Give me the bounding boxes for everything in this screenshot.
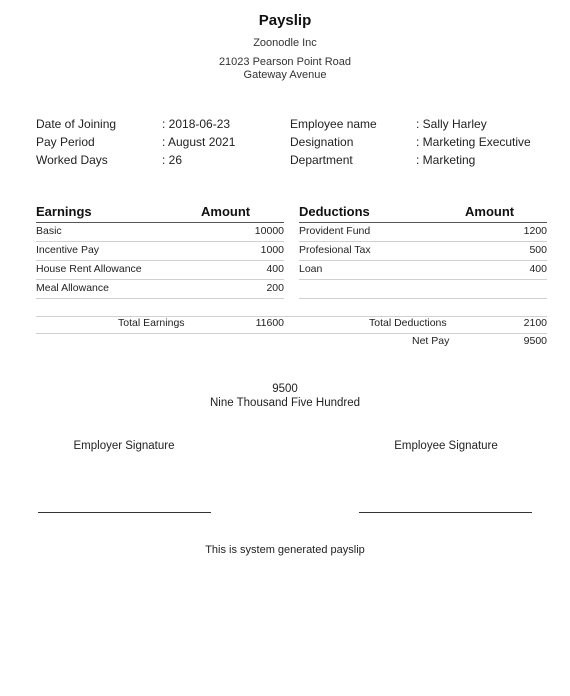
company-name: Zoonodle Inc [253, 37, 317, 49]
earning-amount-basic: 10000 [254, 225, 284, 237]
net-pay-value: 9500 [523, 335, 547, 347]
row-divider [36, 298, 284, 299]
deductions-header: Deductions [299, 204, 370, 219]
deduction-amount-empty [467, 279, 547, 298]
earning-name-meal: Meal Allowance [36, 282, 109, 294]
net-amount-in-words: Nine Thousand Five Hundred [209, 397, 361, 409]
earning-name-incentive: Incentive Pay [36, 244, 100, 256]
deduction-amount-provident-fund: 1200 [523, 225, 547, 237]
total-deductions-value: 2100 [523, 317, 547, 329]
earning-amount-hra: 400 [266, 263, 284, 275]
earnings-header: Earnings [36, 204, 92, 219]
employee-name-label: Employee name [290, 117, 377, 131]
earnings-amount-header: Amount [201, 204, 251, 219]
deduction-name-provident-fund: Provident Fund [299, 225, 371, 237]
earning-amount-incentive: 1000 [260, 244, 284, 256]
net-amount: 9500 [272, 383, 298, 395]
company-address-line2: Gateway Avenue [243, 69, 327, 81]
worked-days-label: Worked Days [36, 153, 108, 167]
deduction-name-professional-tax: Profesional Tax [299, 244, 371, 256]
deduction-name-loan: Loan [299, 263, 323, 275]
department-value: : Marketing [416, 153, 476, 167]
row-divider [299, 298, 547, 299]
info-right-values [416, 115, 531, 169]
employee-signature-line [359, 512, 532, 513]
total-deductions-label: Total Deductions [369, 317, 447, 329]
deduction-amount-professional-tax: 500 [529, 244, 547, 256]
earning-name-hra: House Rent Allowance [36, 263, 142, 275]
company-address-line1: 21023 Pearson Point Road [218, 56, 352, 68]
earning-amount-meal: 200 [266, 282, 284, 294]
employer-signature-line [38, 512, 211, 513]
payslip-title: Payslip [258, 12, 312, 29]
pay-period-label: Pay Period [36, 135, 95, 149]
deductions-amount-header: Amount [465, 204, 515, 219]
total-earnings-label: Total Earnings [118, 317, 185, 329]
deduction-name-empty [299, 279, 459, 298]
employee-signature-label: Employee Signature [394, 440, 498, 452]
earning-name-basic: Basic [36, 225, 62, 237]
department-label: Department [290, 153, 353, 167]
net-pay-label: Net Pay [412, 335, 450, 347]
total-earnings-value: 11600 [255, 317, 284, 329]
deduction-amount-loan: 400 [529, 263, 547, 275]
date-of-joining-label: Date of Joining [36, 117, 117, 131]
pay-period-value: : August 2021 [162, 135, 236, 149]
designation-value: : Marketing Executive [416, 135, 531, 149]
employee-name-value: : Sally Harley [416, 117, 487, 131]
date-of-joining-value: : 2018-06-23 [162, 117, 231, 131]
designation-label: Designation [290, 135, 354, 149]
employer-signature-label: Employer Signature [73, 440, 175, 452]
info-right-labels [290, 115, 377, 169]
info-left-labels [36, 115, 116, 169]
worked-days-value: : 26 [162, 153, 183, 167]
info-left-values [162, 115, 235, 169]
system-generated-note: This is system generated payslip [205, 544, 365, 556]
